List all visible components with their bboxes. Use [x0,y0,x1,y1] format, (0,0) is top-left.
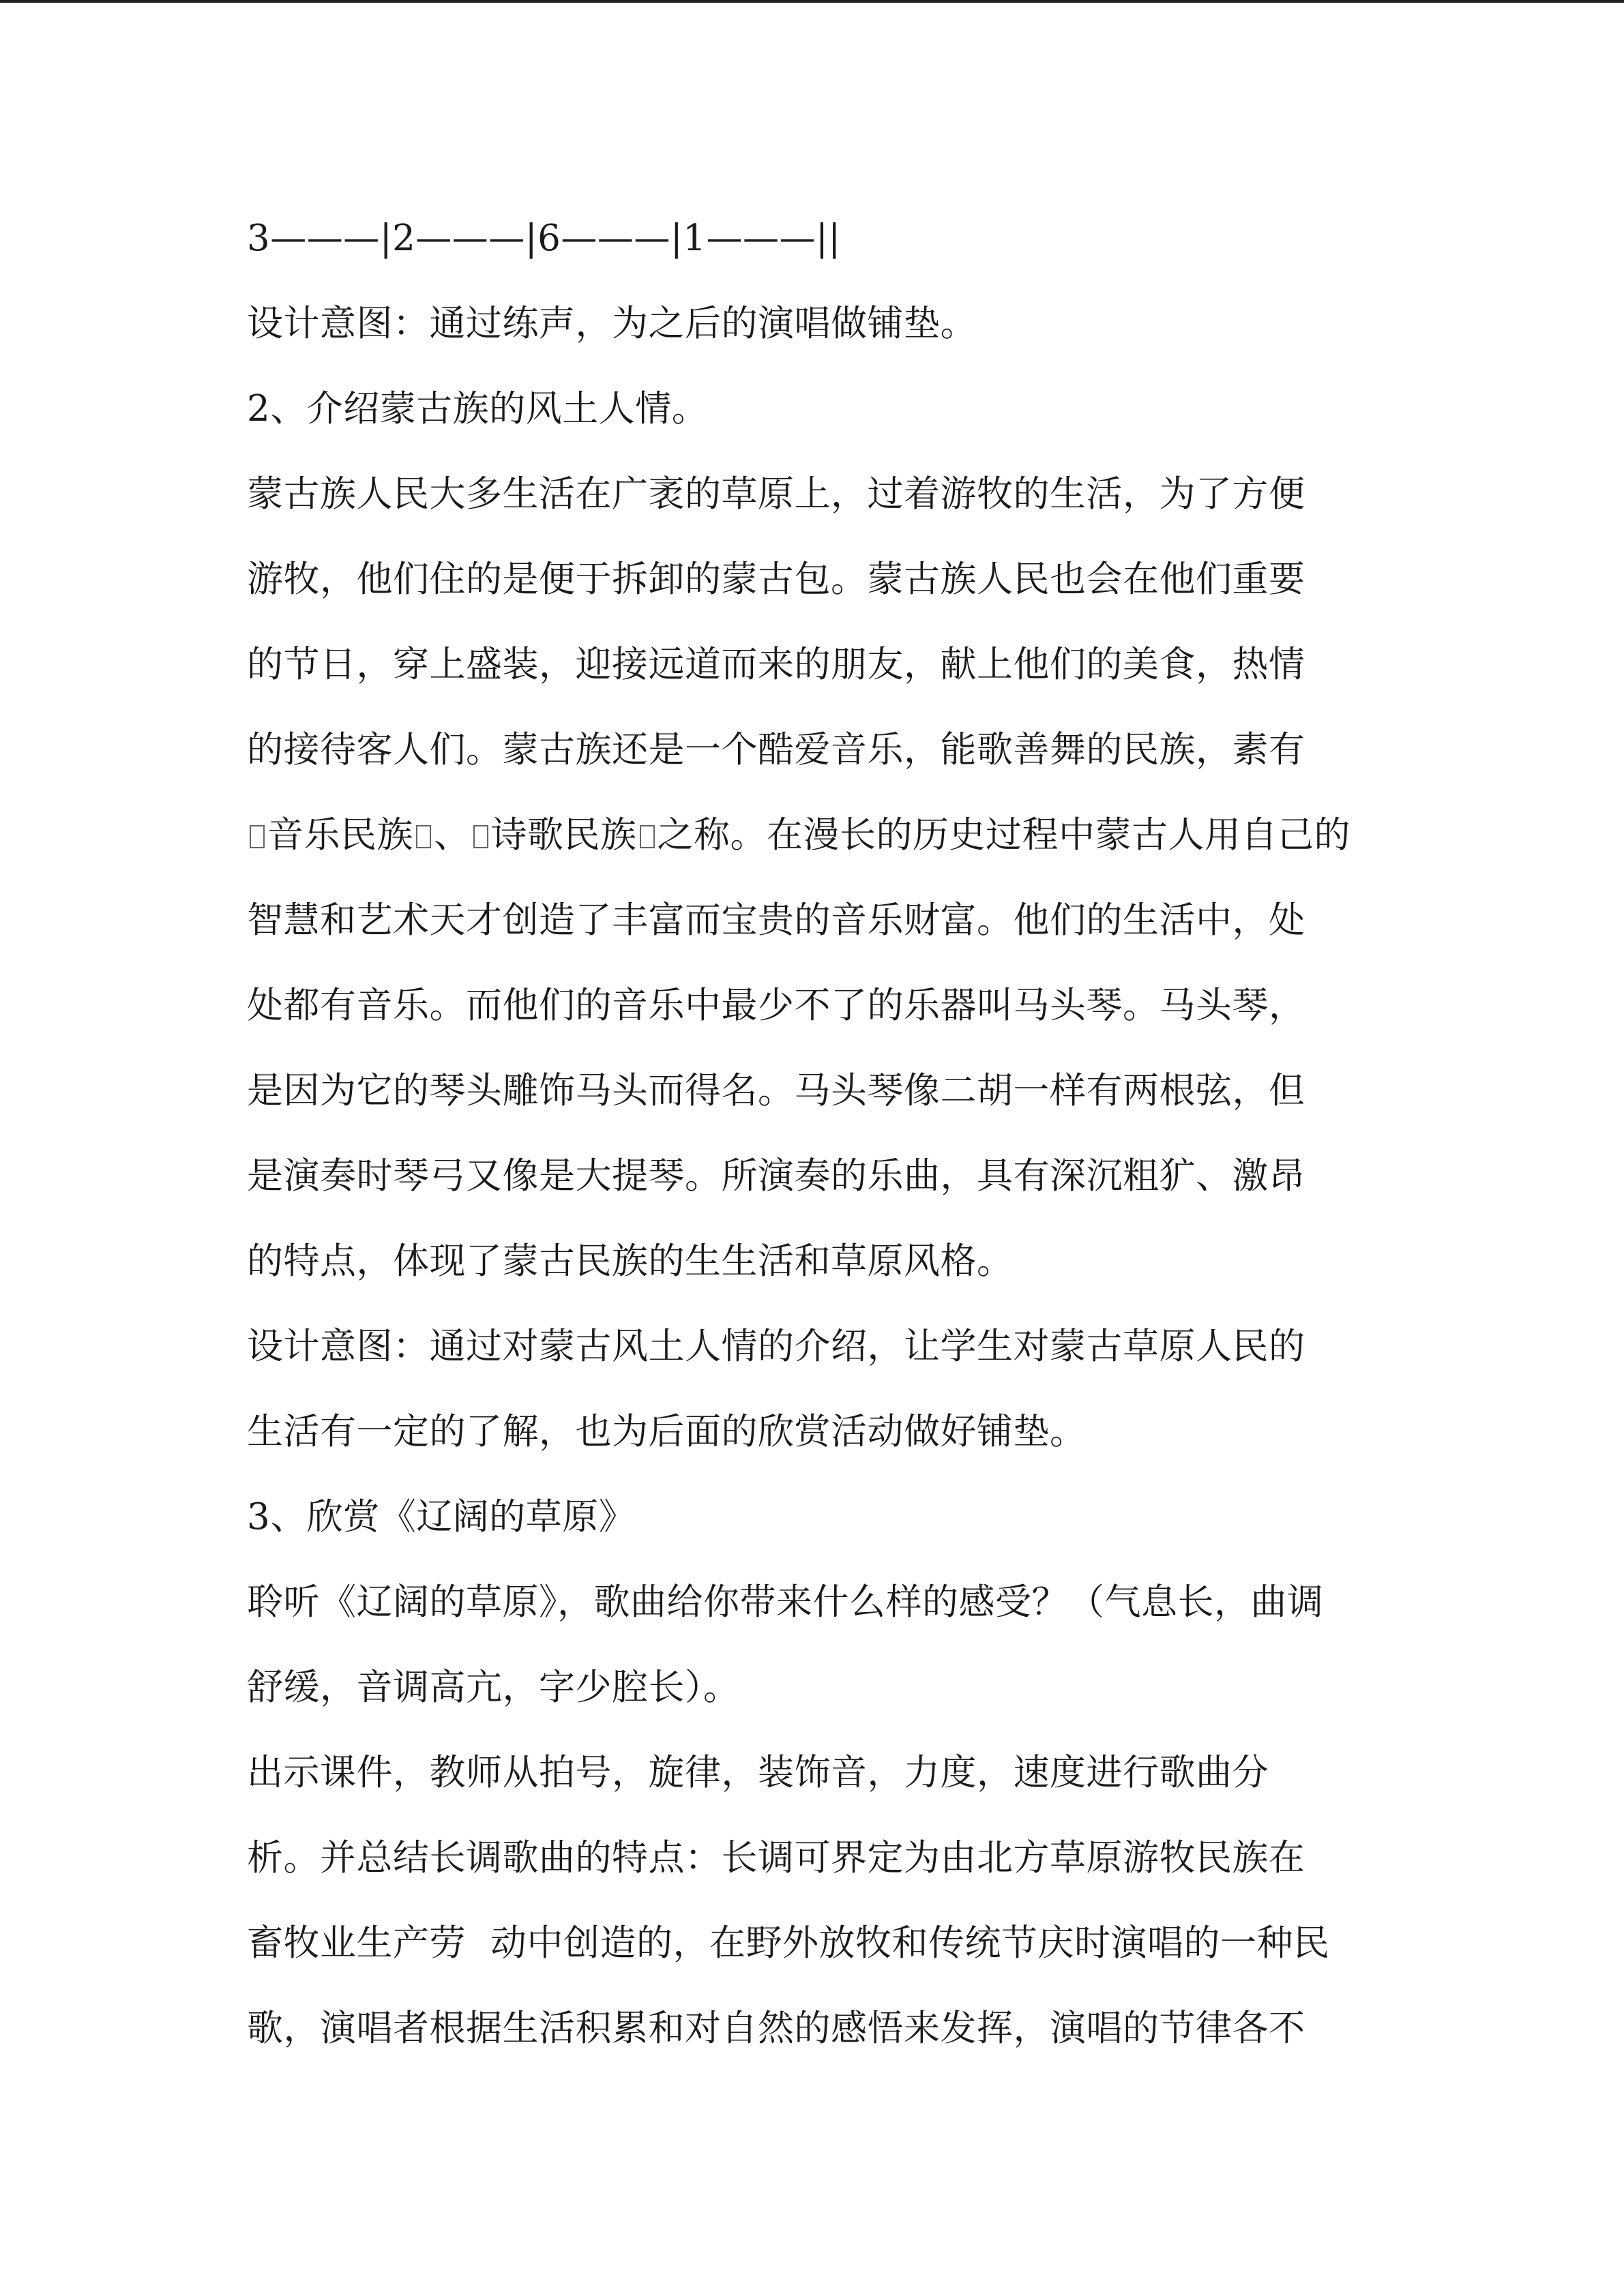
design-intent-2: 设计意图：通过对蒙古风土人情的介绍，让学生对蒙古草原人民的 [247,1326,1305,1367]
paragraph-line-split [247,1922,1330,1965]
paragraph-line: 的接待客人们。蒙古族还是一个酷爱音乐，能歌善舞的民族，素有 [247,729,1305,771]
paragraph-line: 析。并总结长调歌曲的特点：长调可界定为由北方草原游牧民族在 [247,1837,1305,1879]
design-intent-2-cont: 生活有一定的了解，也为后面的欣赏活动做好铺垫。 [247,1411,1087,1452]
section-heading-2: 2、介绍蒙古族的风土人情。 [247,388,709,430]
missing-glyph-box [416,825,431,848]
paragraph-text: 动中创造的，在野外放牧和传统节庆时演唱的一种民 [490,1922,1330,1964]
paragraph-line: 游牧，他们住的是便于拆卸的蒙古包。蒙古族人民也会在他们重要 [247,558,1305,600]
enumeration-comma: 、 [434,814,471,856]
design-intent-1: 设计意图：通过练声，为之后的演唱做铺垫。 [247,303,977,344]
missing-glyph-box [640,825,655,848]
quoted-term-poetry: 诗歌民族 [490,814,637,856]
paragraph-line: 智慧和艺术天才创造了丰富而宝贵的音乐财富。他们的生活中，处 [247,899,1305,941]
page-top-border [0,0,1624,3]
section-heading-3: 3、欣赏《辽阔的草原》 [247,1496,636,1538]
paragraph-line: 蒙古族人民大多生活在广袤的草原上，过着游牧的生活，为了方便 [247,473,1305,515]
paragraph-text: 畜牧业生产劳 [247,1922,466,1964]
paragraph-line: 舒缓，音调高亢，字少腔长）。 [247,1667,740,1708]
paragraph-line: 的特点，体现了蒙古民族的生生活和草原风格。 [247,1240,1014,1282]
paragraph-text: 之称。在漫长的历史过程中蒙古人用自己的 [657,814,1350,856]
paragraph-line: 是演奏时琴弓又像是大提琴。所演奏的乐曲，具有深沉粗犷、激昂 [247,1155,1305,1197]
paragraph-line-with-quotes [247,814,1350,857]
paragraph-line: 聆听《辽阔的草原》，歌曲给你带来什么样的感受？（气息长，曲调 [247,1581,1324,1623]
missing-glyph-box [473,825,488,848]
paragraph-line: 出示课件，教师从拍号，旋律，装饰音，力度，速度进行歌曲分 [247,1752,1269,1793]
paragraph-line: 歌，演唱者根据生活积累和对自然的感悟来发挥，演唱的节律各不 [247,2008,1305,2049]
missing-glyph-box [250,825,265,848]
paragraph-line: 是因为它的琴头雕饰马头而得名。马头琴像二胡一样有两根弦，但 [247,1070,1305,1112]
quoted-term-music: 音乐民族 [267,814,413,856]
notation-line: 3———|2———|6———|1———|| [247,218,841,259]
paragraph-line: 的节日，穿上盛装，迎接远道而来的朋友，献上他们的美食，热情 [247,644,1305,685]
paragraph-line: 处都有音乐。而他们的音乐中最少不了的乐器叫马头琴。马头琴， [247,985,1305,1026]
